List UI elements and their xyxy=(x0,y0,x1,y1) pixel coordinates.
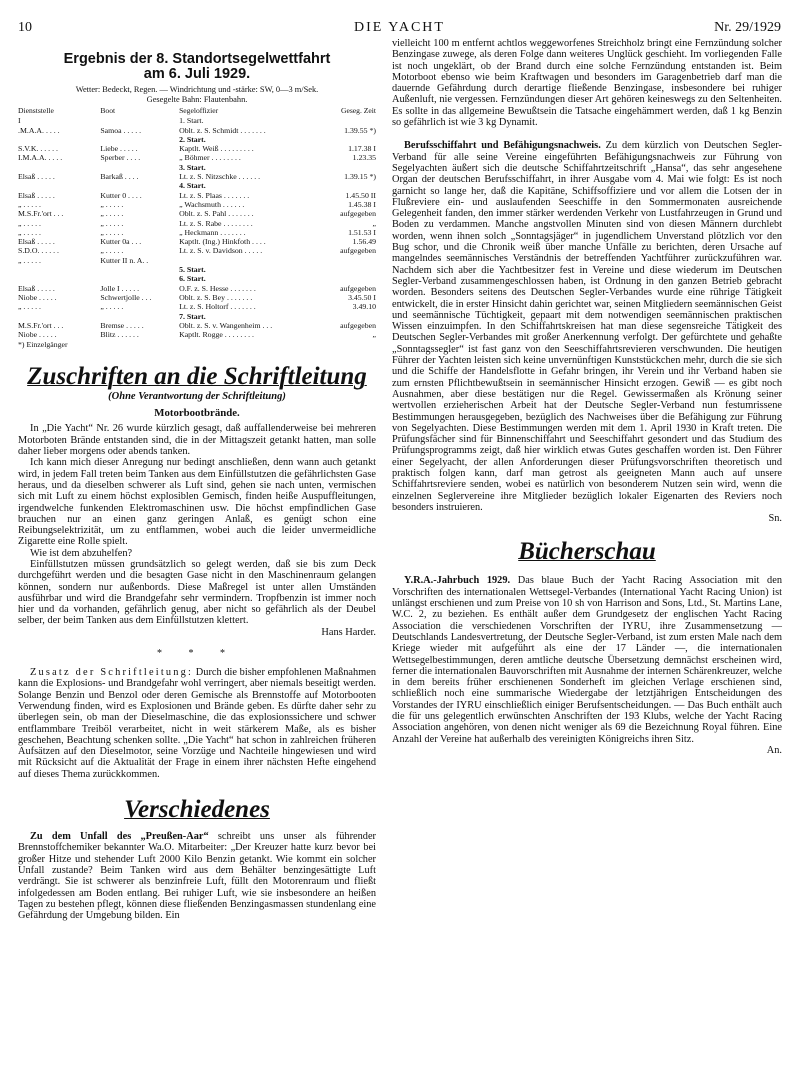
col-header: Boot xyxy=(100,106,116,115)
row-boat: Bremse . . . . . xyxy=(100,320,144,330)
row-time xyxy=(322,312,376,321)
row-officer: „ Wachsmuth . . . . . . xyxy=(179,199,245,209)
row-boat: „ . . . . . xyxy=(100,227,124,237)
row-boat xyxy=(100,116,179,125)
row-time: 3.49.10 xyxy=(352,302,376,312)
results-row xyxy=(18,265,376,274)
row-boat: Kutter II n. A. . xyxy=(100,255,149,265)
row-boat xyxy=(100,265,179,274)
results-row xyxy=(18,153,376,162)
row-time: 1.45.38 I xyxy=(348,199,376,209)
results-title-line1: Ergebnis der 8. Standortsegelwettfahrt xyxy=(63,51,331,67)
row-station: Elsaß . . . . . xyxy=(18,172,55,182)
profession-signature: Sn. xyxy=(768,513,782,525)
course-text: Gesegelte Bahn: Flautenbahn. xyxy=(146,94,248,104)
results-row xyxy=(18,172,376,181)
row-station xyxy=(18,274,100,283)
row-boat: Kutter 0a . . . xyxy=(100,237,142,247)
col-header: Dienststelle xyxy=(18,106,54,115)
row-station: I xyxy=(18,116,21,126)
letters-heading: Zuschriften an die Schriftleitung xyxy=(27,363,367,391)
row-station: Elsaß . . . . . xyxy=(18,190,55,200)
results-footnote: *) Einzelgänger xyxy=(18,340,68,350)
results-row xyxy=(18,293,376,302)
addendum-text: Durch die bisher empfohlenen Maßnahmen kann die Explosions- und Brandgefahr wohl verringert, aber niemals beseitigt werden. Solange Benzin und Benzol oder deren Gemische als Brennstoffe auf Motorbooten Verwendung finden, wird es Explosionen und Brände geben. Es dürfte daher sehr zu überlegen sein, ob man der Dieselmaschine, die das explosionssichere und schwer entflammbare Treiböl verarbeitet, nicht in weit stärkerem Maße, als es bisher geschehen, Beachtung schenken sollte. „Die Yacht“ hat schon in zahlreichen früheren Aufsätzen auf den Dieselmotor, seine Vorzüge und Nachteile hingewiesen und wird mit Rücksicht auf die Aktualität der Frage in einem ihrer nächsten Hefte eingehend auf dieses Thema zurückkommen. xyxy=(18,667,376,780)
row-boat xyxy=(100,312,179,321)
right-column xyxy=(392,38,782,756)
profession-text: Zu dem kürzlich von Deutschen Segler-Verband für alle seine Vereine eingeführten Befähigungsnachweis zur Führung von Segelyachten äußert sich die deutsche Schiffahrtzeitschrift „Hansa“, das sehr angesehene Organ der deutschen Berufsschiffahrt, in ihrer Ausgabe vom 4. Mai wie folgt: Es ist noch garnicht so lange her, daß die Kapitäne, Schiffsoffiziere und vor allem die Lotsen der in Flußreviere ein- und auslaufenden Seeschiffe in den Sommermonaten ausreichende Gelegenheit fanden, den immer stärker werdenden Verkehr von Lustfahrzeugen in Grund und Boden zu verdammen. Manche angstvollen Minuten sind von diesen Männern durchlebt worden, wenn ihnen solch „Sonntagsjäger“ in jugendlichem Unverstand plötzlich vor den Bug schor, und die Chronik weiß über manche Unfälle zu berichten, deren Ursache auf mangelndes seemännisches Verständnis der betreffenden Yachtführer zurückzuführen war. Nachdem sich aber die Yachtbesitzer fest in Vereine und diese wiederum im Deutschen Segler-Verband zusammengeschlossen haben, ist Ordnung in den ganzen Betrieb gebracht worden. Besonders seitens des Deutschen Segler-Verbandes wurde eine rührige Tätigkeit entwickelt, die in erster Hinsicht dahin gerichtet war, seinen Mitgliedern seemännischen Geist und seemännische Tüchtigkeit, gepaart mit dem notwendigen seemännischen praktischen Wissen einzuimpfen. In den Schiffahrtskreisen hat man diese segensreiche Tätigkeit des Deutschen Segler-Verbandes mit großer Anerkennung verfolgt. Der gefürchtete und gehaßte „Sonntagssegler“ ist fast ganz von den Seeschiffahrtsrevieren verschwunden. Die heutigen Führer der Yachten leisten sich keine unvernünftigen Kunststückchen mehr, durch die sie sich und die Schiffe der Handelsflotte in Gefahr bringen, ihr Verein und ihr Verband haben sie zum ernsten Pflichtbewußtsein in seemännischer Hinsicht erzogen. Gewiß — es gibt noch Ausnahmen, aber diese bestätigen nur die Regel. Gewissermaßen als Krönung seiner wertvollen erzieherischen Arbeit hat der Deutsche Segler-Verband nun festumrissene Bestimmungen herausgegeben, bezüglich des Nachweises über die Befähigung zur Führung von Segelyachten. Diese Bestimmungen werden mit dem 1. April 1930 in Kraft treten. Die Prüfungsfächer sind für Binnenschiffahrt und Seeschiffahrt gesondert und das Studium des Prüfungsprogramms zeigt, daß hier wirklich etwas Gutes geschaffen worden ist. Den Führer einer Segelyacht, der allen Anforderungen dieser Prüfungsvorschriften theoretisch und praktisch folgen kann, darf man getrost als geeigneten Mann auch auf unsere Schiffahrtsreviere senden, wobei es natürlich von besonderem Nutzen sein wird, wenn die einzelnen Seglervereine ihre Mitglieder bezüglich lokaler Eigenarten des Reviers noch besonders instruieren. xyxy=(392,140,782,513)
results-row xyxy=(18,209,376,218)
separator-stars: * * * xyxy=(157,648,237,660)
row-boat xyxy=(100,135,179,144)
row-station: Elsaß . . . . . xyxy=(18,237,55,247)
row-officer: Lt. z. S. Nitzschke . . . . . . xyxy=(179,172,261,182)
results-row xyxy=(18,219,376,228)
row-time: „ xyxy=(372,218,376,228)
row-station: „ . . . . . xyxy=(18,199,41,209)
book-review-paragraph xyxy=(392,575,782,744)
row-station: „ . . . . . xyxy=(18,302,41,312)
row-station xyxy=(18,312,100,321)
results-row xyxy=(18,330,376,339)
row-officer: Kaptlt. Weiß . . . . . . . . . xyxy=(179,144,254,154)
row-officer: 6. Start. xyxy=(179,274,206,284)
row-officer: Oblt. z. S. v. Wangenheim . . . xyxy=(179,320,273,330)
row-time xyxy=(322,116,376,125)
results-row xyxy=(18,256,376,265)
results-row xyxy=(18,228,376,237)
weather-text: Wetter: Bedeckt, Regen. — Windrichtung und -stärke: SW, 0—3 m/Sek. xyxy=(75,85,319,94)
continued-paragraph: vielleicht 100 m entfernt achtlos weggeworfenes Streichholz bringt eine Fernzündung solcher Benzingase zuwege, als deren Folge dann weiteres Unglück geschieht. Im vorliegenden Falle ist noch ungeklärt, ob der Brand durch eine solche Fernzündung entstanden ist. Beim Motorboot ebenso wie beim Kraftwagen und besonders im Garagenbetrieb darf man die dauernde Gefährdung durch derartige fließende Benzingase, insbesondere bei ruhiger Außenluft, nie vergessen. Fernzündungen dieser Art gehören keineswegs zu den Seltenheiten. Es sollte in das allgemeine Bewußtsein die Tatsache eingehämmert werden, daß 1 kg Benzin so gefährlich ist wie 3 kg Dynamit. xyxy=(392,38,782,129)
row-time xyxy=(322,265,376,274)
row-officer: Oblt. z. S. Schmidt . . . . . . . xyxy=(179,125,266,135)
row-boat: „ . . . . . xyxy=(100,218,124,228)
row-officer: Lt. z. S. Plaas . . . . . . . xyxy=(179,190,250,200)
profession-lead: Berufsschiffahrt und Befähigungsnachweis. xyxy=(404,140,601,152)
row-time: 1.23.35 xyxy=(352,153,376,163)
addendum-lead: Zusatz der Schriftleitung: xyxy=(30,667,194,679)
row-officer: Lt. z. S. Rabe . . . . . . . . xyxy=(179,218,253,228)
row-officer: 1. Start. xyxy=(179,116,204,126)
issue-number: Nr. 29/1929 xyxy=(714,20,781,35)
weather-line xyxy=(18,85,376,104)
publication-title: DIE YACHT xyxy=(354,20,445,35)
row-officer: Lt. z. S. v. Davidson . . . . . xyxy=(179,246,263,256)
row-station: M.S.Fr.'ort . . . xyxy=(18,320,64,330)
left-column xyxy=(18,52,376,921)
letter-signature: Hans Harder. xyxy=(321,626,376,638)
row-officer: Oblt. z. S. Bey . . . . . . . xyxy=(179,292,253,302)
row-time: 1.45.50 II xyxy=(345,190,376,200)
col-header: Segeloffizier xyxy=(179,106,219,115)
row-boat: „ . . . . . xyxy=(100,246,124,256)
page-number: 10 xyxy=(18,20,32,35)
books-heading: Bücherschau xyxy=(518,538,656,566)
row-time: 1.56.49 xyxy=(352,237,376,247)
row-boat xyxy=(100,274,179,283)
results-row xyxy=(18,191,376,200)
letter-paragraph: Einfüllstutzen müssen grundsätzlich so gelegt werden, daß sie bis zum Deck durchgeführt werden und die besagten Gase nicht in den Maschinenraum gelangen können, sondern nur außenbords. Diese Maßregel ist unter allen Umständen ausführbar und wird die Brandgefahr sehr vermindern. Tropfbenzin ist immer noch hier und da vorhanden, gefährlich genug, aber nicht so gefährlich als der Deubel selber, der beim Tanken aus dem Einfüllstutzen klettert. xyxy=(18,558,376,627)
row-time xyxy=(322,135,376,144)
row-time: aufgegeben xyxy=(340,283,376,293)
row-station: S.V.K. . . . . . xyxy=(18,144,58,154)
misc-text: schreibt uns unser als führender Brennstoffchemiker bekannter Wa.O. Mitarbeiter: „Der Kreuzer hatte kurz bevor bei großer Hitze und stehender Luft 2000 Kilo Benzin getankt. Wie kommt ein solcher Unfall zustande? Beim Tanken wird aus dem Behälter benzingesättigte Luft verdrängt. Sie ist schwerer als benzinfreie Luft, füllt den Motorenraum und fließt infolgedessen am Boden entlang. Bei ruhiger Luft, wie sie insbesondere an heißen Tagen zu bestehen pflegt, können diese fließenden Benzingasmassen stundenlang eine Gefährdung der Umgebung bilden. Ein xyxy=(18,831,376,922)
row-boat: Jolle I . . . . . xyxy=(100,283,140,293)
row-boat: Schwertjolle . . . xyxy=(100,292,152,302)
row-officer: 3. Start. xyxy=(179,162,206,172)
row-time: aufgegeben xyxy=(340,320,376,330)
row-boat: „ . . . . . xyxy=(100,199,124,209)
row-time: aufgegeben xyxy=(340,209,376,219)
row-officer: Kaptlt. (Ing.) Hinkfoth . . . . xyxy=(179,237,266,247)
results-table xyxy=(18,104,376,339)
row-boat: Kutter 0 . . . . xyxy=(100,190,142,200)
row-station: I.M.A.A. . . . . xyxy=(18,153,63,163)
row-officer xyxy=(179,256,322,265)
row-station: Niobe . . . . . xyxy=(18,292,57,302)
row-time xyxy=(322,274,376,283)
letter-paragraph: Wie ist dem abzuhelfen? xyxy=(30,547,133,559)
row-officer: 5. Start. xyxy=(179,265,206,275)
book-text: Das blaue Buch der Yacht Racing Association mit den Vorschriften des internationalen Wettsegel-Verbandes (International Yacht Racing Union) ist unlängst erschienen und zum Preise von 10 sh von Harrison and Sons, Ltd., St. Martins Lane, W.C. 2, zu beziehen. Es enthält außer dem Grundgesetz der englischen Yacht Racing Association die verschiedenen Vorschriften der IYRU, ihre Zusammensetzung — Deutschlands Landesvertretung, der Deutsche Segler-Verband, ist zum ersten Male nach dem Kriege wieder mit aufgeführt als eine der 17 Länder —, die internationalen Wettsegelbestimmungen, deren amtliche deutsche Übersetzung demnächst erscheinen wird, ferner die internationalen Bauvorschriften mit Ausnahme der internen Schärenkreuzer, welche in dem bereits früher erschienenen Sonderheft im gleichen Verlage erschienen sind, schließlich noch eine summarische Wiedergabe der letztjährigen Entscheidungen des Vorstandes der IYRU einschließlich einiger Berufsentscheidungen. — Das Buch enthält auch die für uns gelegentlich erwünschten Anschriften der 193 Klubs, welche der Yacht Racing Association angehören, von denen nicht weniger als 69 die Bezeichnung Royal führen. Eine Anzahl der Vereine hat außerhalb des vereinigten Königreichs ihren Sitz. xyxy=(392,575,782,745)
row-time: 1.51.53 I xyxy=(348,227,376,237)
row-station: S.D.O. . . . . . xyxy=(18,246,59,256)
col-header: Geseg. Zeit xyxy=(340,106,376,115)
row-boat: „ . . . . . xyxy=(100,209,124,219)
row-boat xyxy=(100,163,179,172)
row-time: 1.39.15 *) xyxy=(344,172,376,182)
results-row xyxy=(18,135,376,144)
results-title xyxy=(18,52,376,82)
row-time: 1.39.55 *) xyxy=(344,125,376,135)
row-boat: Barkaß . . . . xyxy=(100,172,139,182)
row-time xyxy=(322,181,376,190)
row-officer: 2. Start. xyxy=(179,134,206,144)
results-row xyxy=(18,144,376,153)
results-row xyxy=(18,284,376,293)
row-officer: „ Böhmer . . . . . . . . xyxy=(179,153,241,163)
row-officer: 7. Start. xyxy=(179,311,206,321)
row-boat: Samoa . . . . . xyxy=(100,125,142,135)
results-row xyxy=(18,312,376,321)
row-boat: Blitz . . . . . . xyxy=(100,330,139,340)
letter-paragraph: Ich kann mich dieser Anregung nur bedingt anschließen, denn wann auch getankt wird, in jedem Fall treten beim Tanken aus dem Einfüllstutzen die gefährlichsten Gase heraus, und da dieselben schwerer als Luft sind, gehen sie nach unten, vermischen sich mit Luft zu einem höchst explosiblen Gemisch, finden heiße Auspuffleitungen, irgendwelche funkenden Elektromaschinen usw. Die höchst empfindlichen Gase brauchen nur an einen ganz geringen Anlaß, es genügt schon eine Reibungselektrizität, um zu entflammen, wobei auch die leider unvermeidliche Zigarette eine Rolle spielt. xyxy=(18,457,376,548)
row-station: .M.A.A. . . . . xyxy=(18,125,60,135)
results-row xyxy=(18,237,376,246)
row-boat: Sperber . . . . xyxy=(100,153,141,163)
results-row xyxy=(18,302,376,311)
results-row xyxy=(18,126,376,135)
row-officer: O.F. z. S. Hesse . . . . . . . xyxy=(179,283,256,293)
row-time xyxy=(322,163,376,172)
profession-paragraph xyxy=(392,140,782,513)
results-title-line2: am 6. Juli 1929. xyxy=(143,66,251,82)
row-station: „ . . . . . xyxy=(18,255,41,265)
results-row xyxy=(18,181,376,190)
row-time xyxy=(322,256,376,265)
running-header xyxy=(18,20,781,36)
row-boat xyxy=(100,181,179,190)
results-row xyxy=(18,200,376,209)
row-time: „ xyxy=(372,330,376,340)
row-officer: 4. Start. xyxy=(179,181,206,191)
row-time: aufgegeben xyxy=(340,246,376,256)
results-body xyxy=(18,116,376,339)
results-row xyxy=(18,163,376,172)
row-station xyxy=(18,265,100,274)
letters-section-title: Motorbootbrände. xyxy=(154,407,240,420)
row-station xyxy=(18,163,100,172)
row-boat: Liebe . . . . . xyxy=(100,144,138,154)
book-lead: Y.R.A.-Jahrbuch 1929. xyxy=(404,575,511,587)
row-station: Niobe . . . . . xyxy=(18,330,57,340)
row-station: M.S.Fr.'ort . . . xyxy=(18,209,64,219)
letters-subheading: (Ohne Verantwortung der Schriftleitung) xyxy=(108,391,286,403)
addendum-paragraph xyxy=(18,667,376,780)
results-row xyxy=(18,116,376,125)
row-station xyxy=(18,135,100,144)
row-officer: Kaptlt. Rogge . . . . . . . . xyxy=(179,330,255,340)
row-station: „ . . . . . xyxy=(18,227,41,237)
results-row xyxy=(18,321,376,330)
row-time: 1.17.38 I xyxy=(348,144,376,154)
book-signature: An. xyxy=(766,744,782,756)
misc-lead: Zu dem Unfall des „Preußen-Aar“ xyxy=(30,831,209,843)
row-station xyxy=(18,181,100,190)
letter-paragraph: In „Die Yacht“ Nr. 26 wurde kürzlich gesagt, daß auffallenderweise bei mehreren Motorboten Brände entstanden sind, die in der Mittagszeit getankt hatten, man solle daher lieber morgens oder abends tanken. xyxy=(18,423,376,458)
misc-heading: Verschiedenes xyxy=(124,796,270,824)
misc-paragraph xyxy=(18,831,376,921)
row-boat: „ . . . . . xyxy=(100,302,124,312)
results-row xyxy=(18,274,376,283)
row-station: „ . . . . . xyxy=(18,218,41,228)
results-header-row xyxy=(18,104,376,116)
row-time: 3.45.50 I xyxy=(348,292,376,302)
row-officer: Oblt. z. S. Pahl . . . . . . . xyxy=(179,209,254,219)
row-station: Elsaß . . . . . xyxy=(18,283,55,293)
results-row xyxy=(18,246,376,255)
row-officer: Lt. z. S. Holtorf . . . . . . . xyxy=(179,302,256,312)
row-officer: „ Heckmann . . . . . . . xyxy=(179,227,246,237)
